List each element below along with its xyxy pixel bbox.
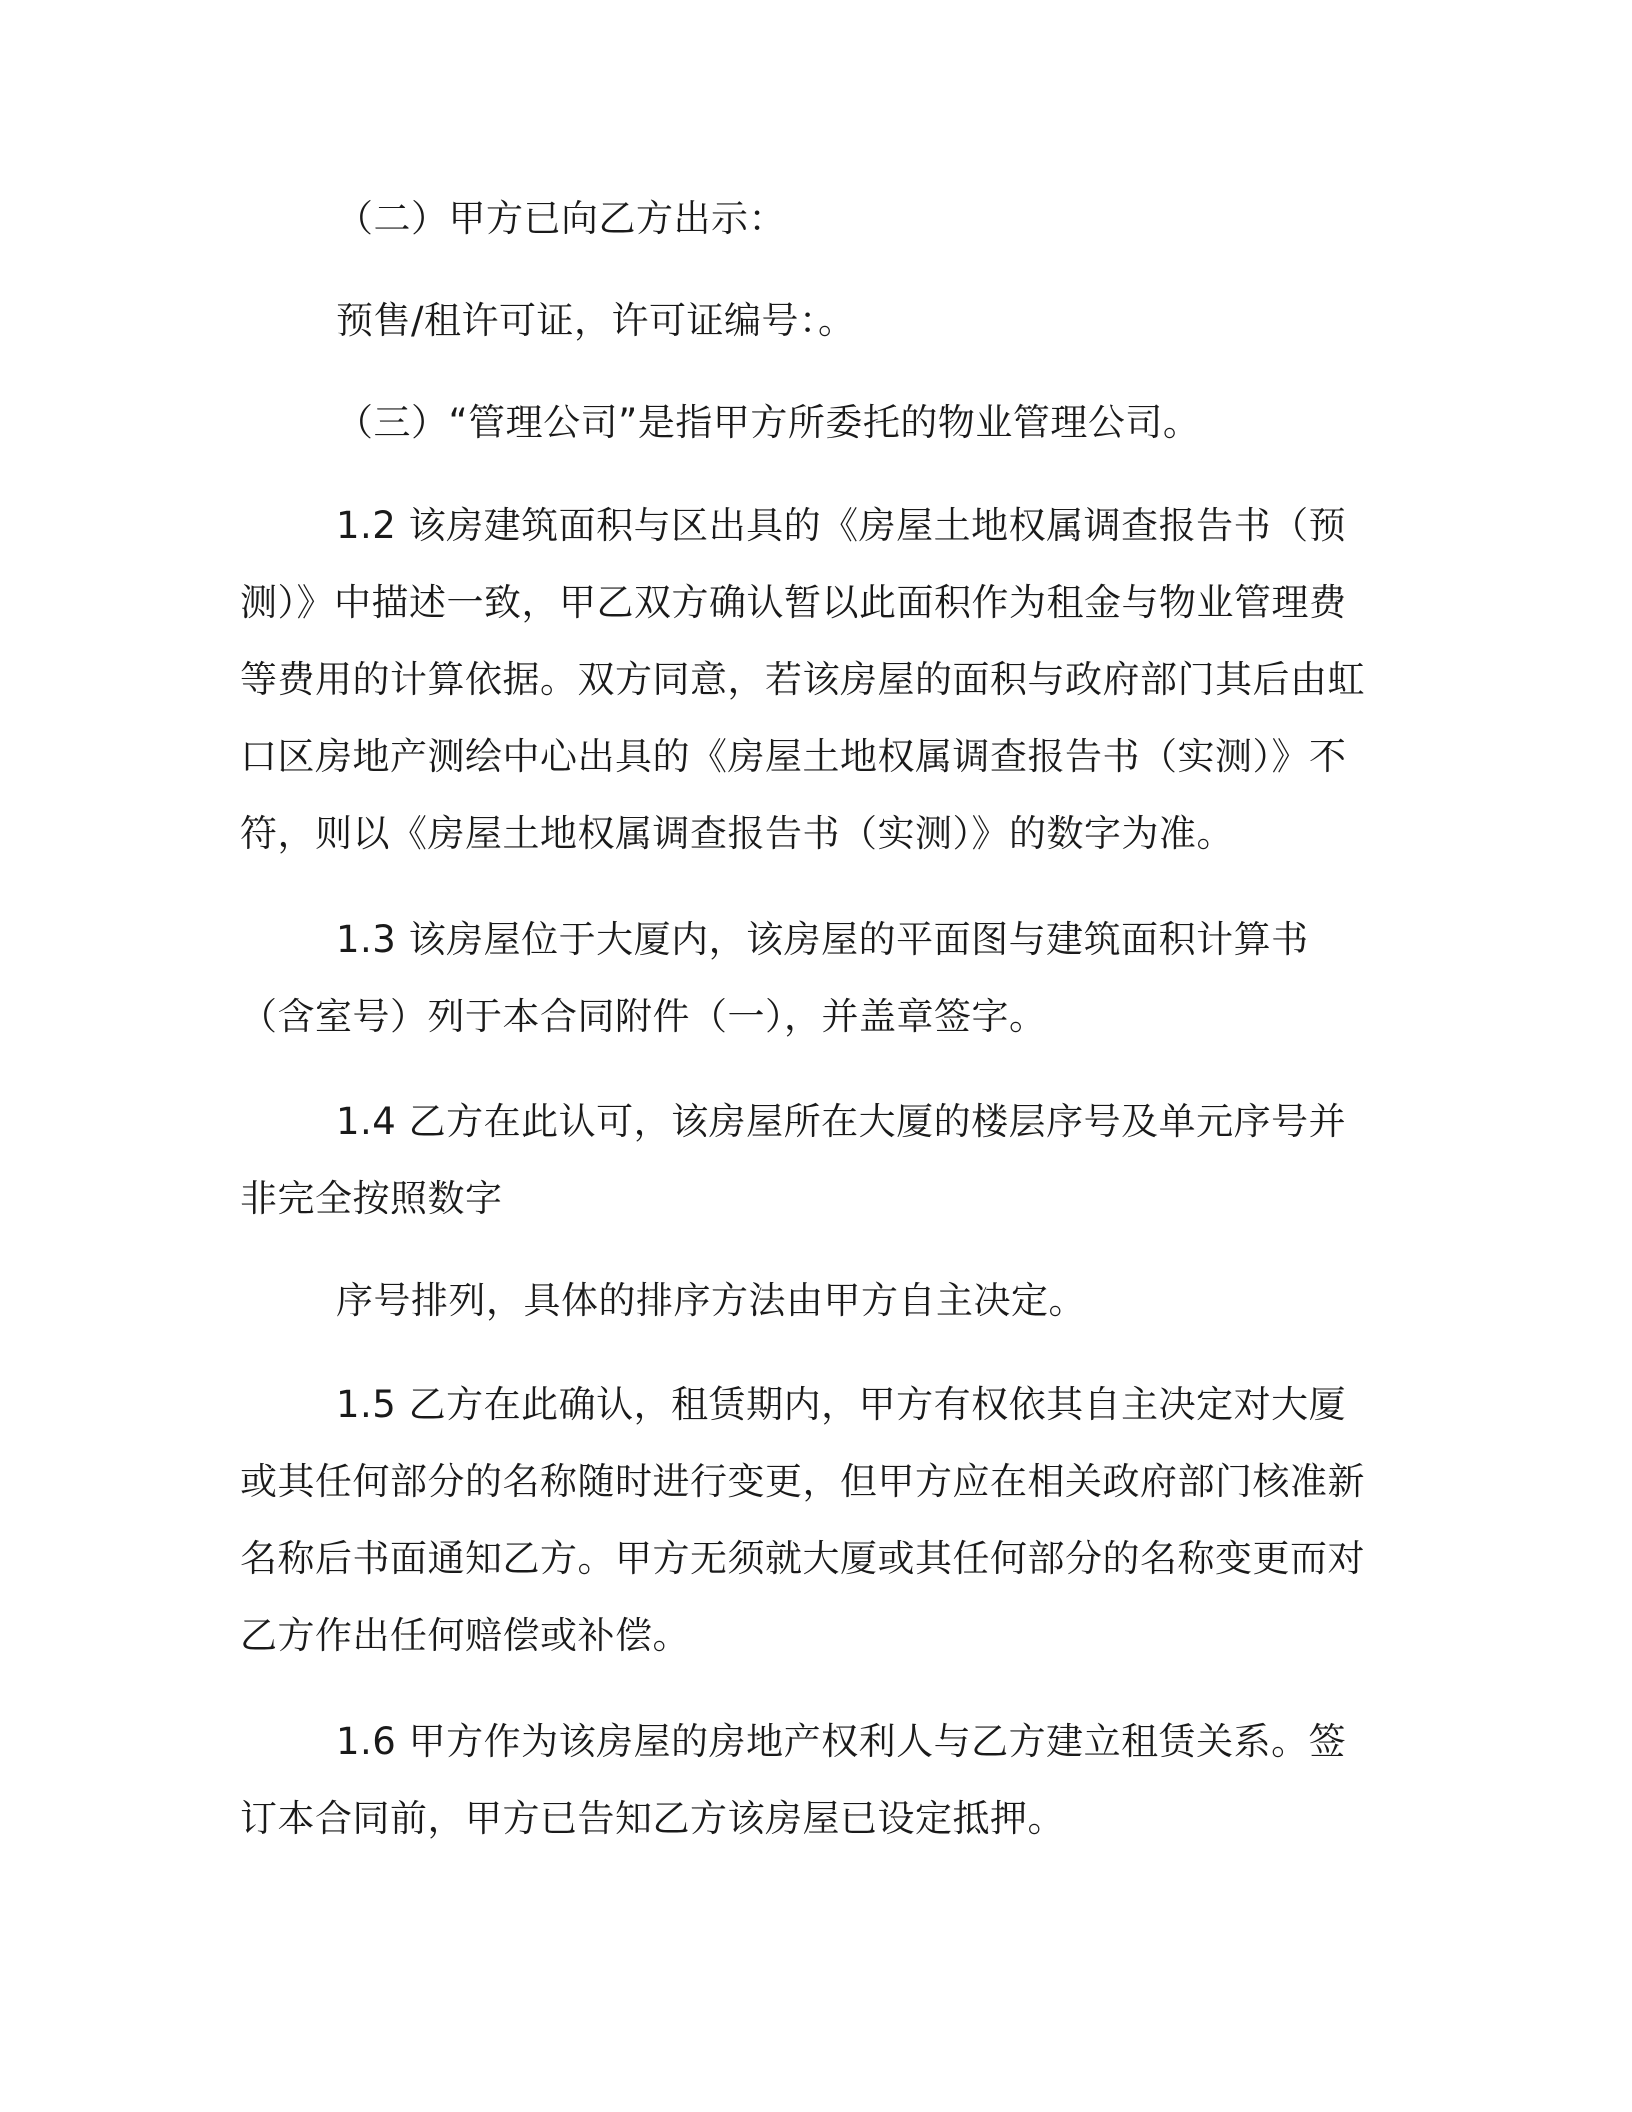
paragraph-clause-1-4-cont: 序号排列，具体的排序方法由甲方自主决定。 [336,1279,1086,1322]
paragraph-item-3: （三）“管理公司”是指甲方所委托的物业管理公司。 [336,401,1201,444]
paragraph-item-2: （二）甲方已向乙方出示： [336,197,786,240]
paragraph-clause-1-2: 1.2 该房建筑面积与区出具的《房屋土地权属调查报告书（预测）》中描述一致，甲乙双方确认暂以此面积作为租金与物业管理费等费用的计算依据。双方同意，若该房屋的面积与政府部门其后由虹口区房地产测绘中心出具的《房屋土地权属调查报告书（实测）》不符，则以《房屋土地权属调查报告书（实测）》的数字为准。 [240,504,1365,855]
paragraph-clause-1-4: 1.4 乙方在此认可，该房屋所在大厦的楼层序号及单元序号并非完全按照数字 [240,1100,1347,1220]
document-page [240,0,1365,2112]
paragraph-clause-1-5: 1.5 乙方在此确认，租赁期内，甲方有权依其自主决定对大厦或其任何部分的名称随时进行变更，但甲方应在相关政府部门核准新名称后书面通知乙方。甲方无须就大厦或其任何部分的名称变更而对乙方作出任何赔偿或补偿。 [240,1383,1365,1657]
paragraph-clause-1-3: 1.3 该房屋位于大厦内，该房屋的平面图与建筑面积计算书（含室号）列于本合同附件（一），并盖章签字。 [240,918,1309,1038]
paragraph-clause-1-6: 1.6 甲方作为该房屋的房地产权利人与乙方建立租赁关系。签订本合同前，甲方已告知乙方该房屋已设定抵押。 [240,1720,1347,1840]
paragraph-presale-permit: 预售/租许可证，许可证编号：。 [336,299,856,342]
